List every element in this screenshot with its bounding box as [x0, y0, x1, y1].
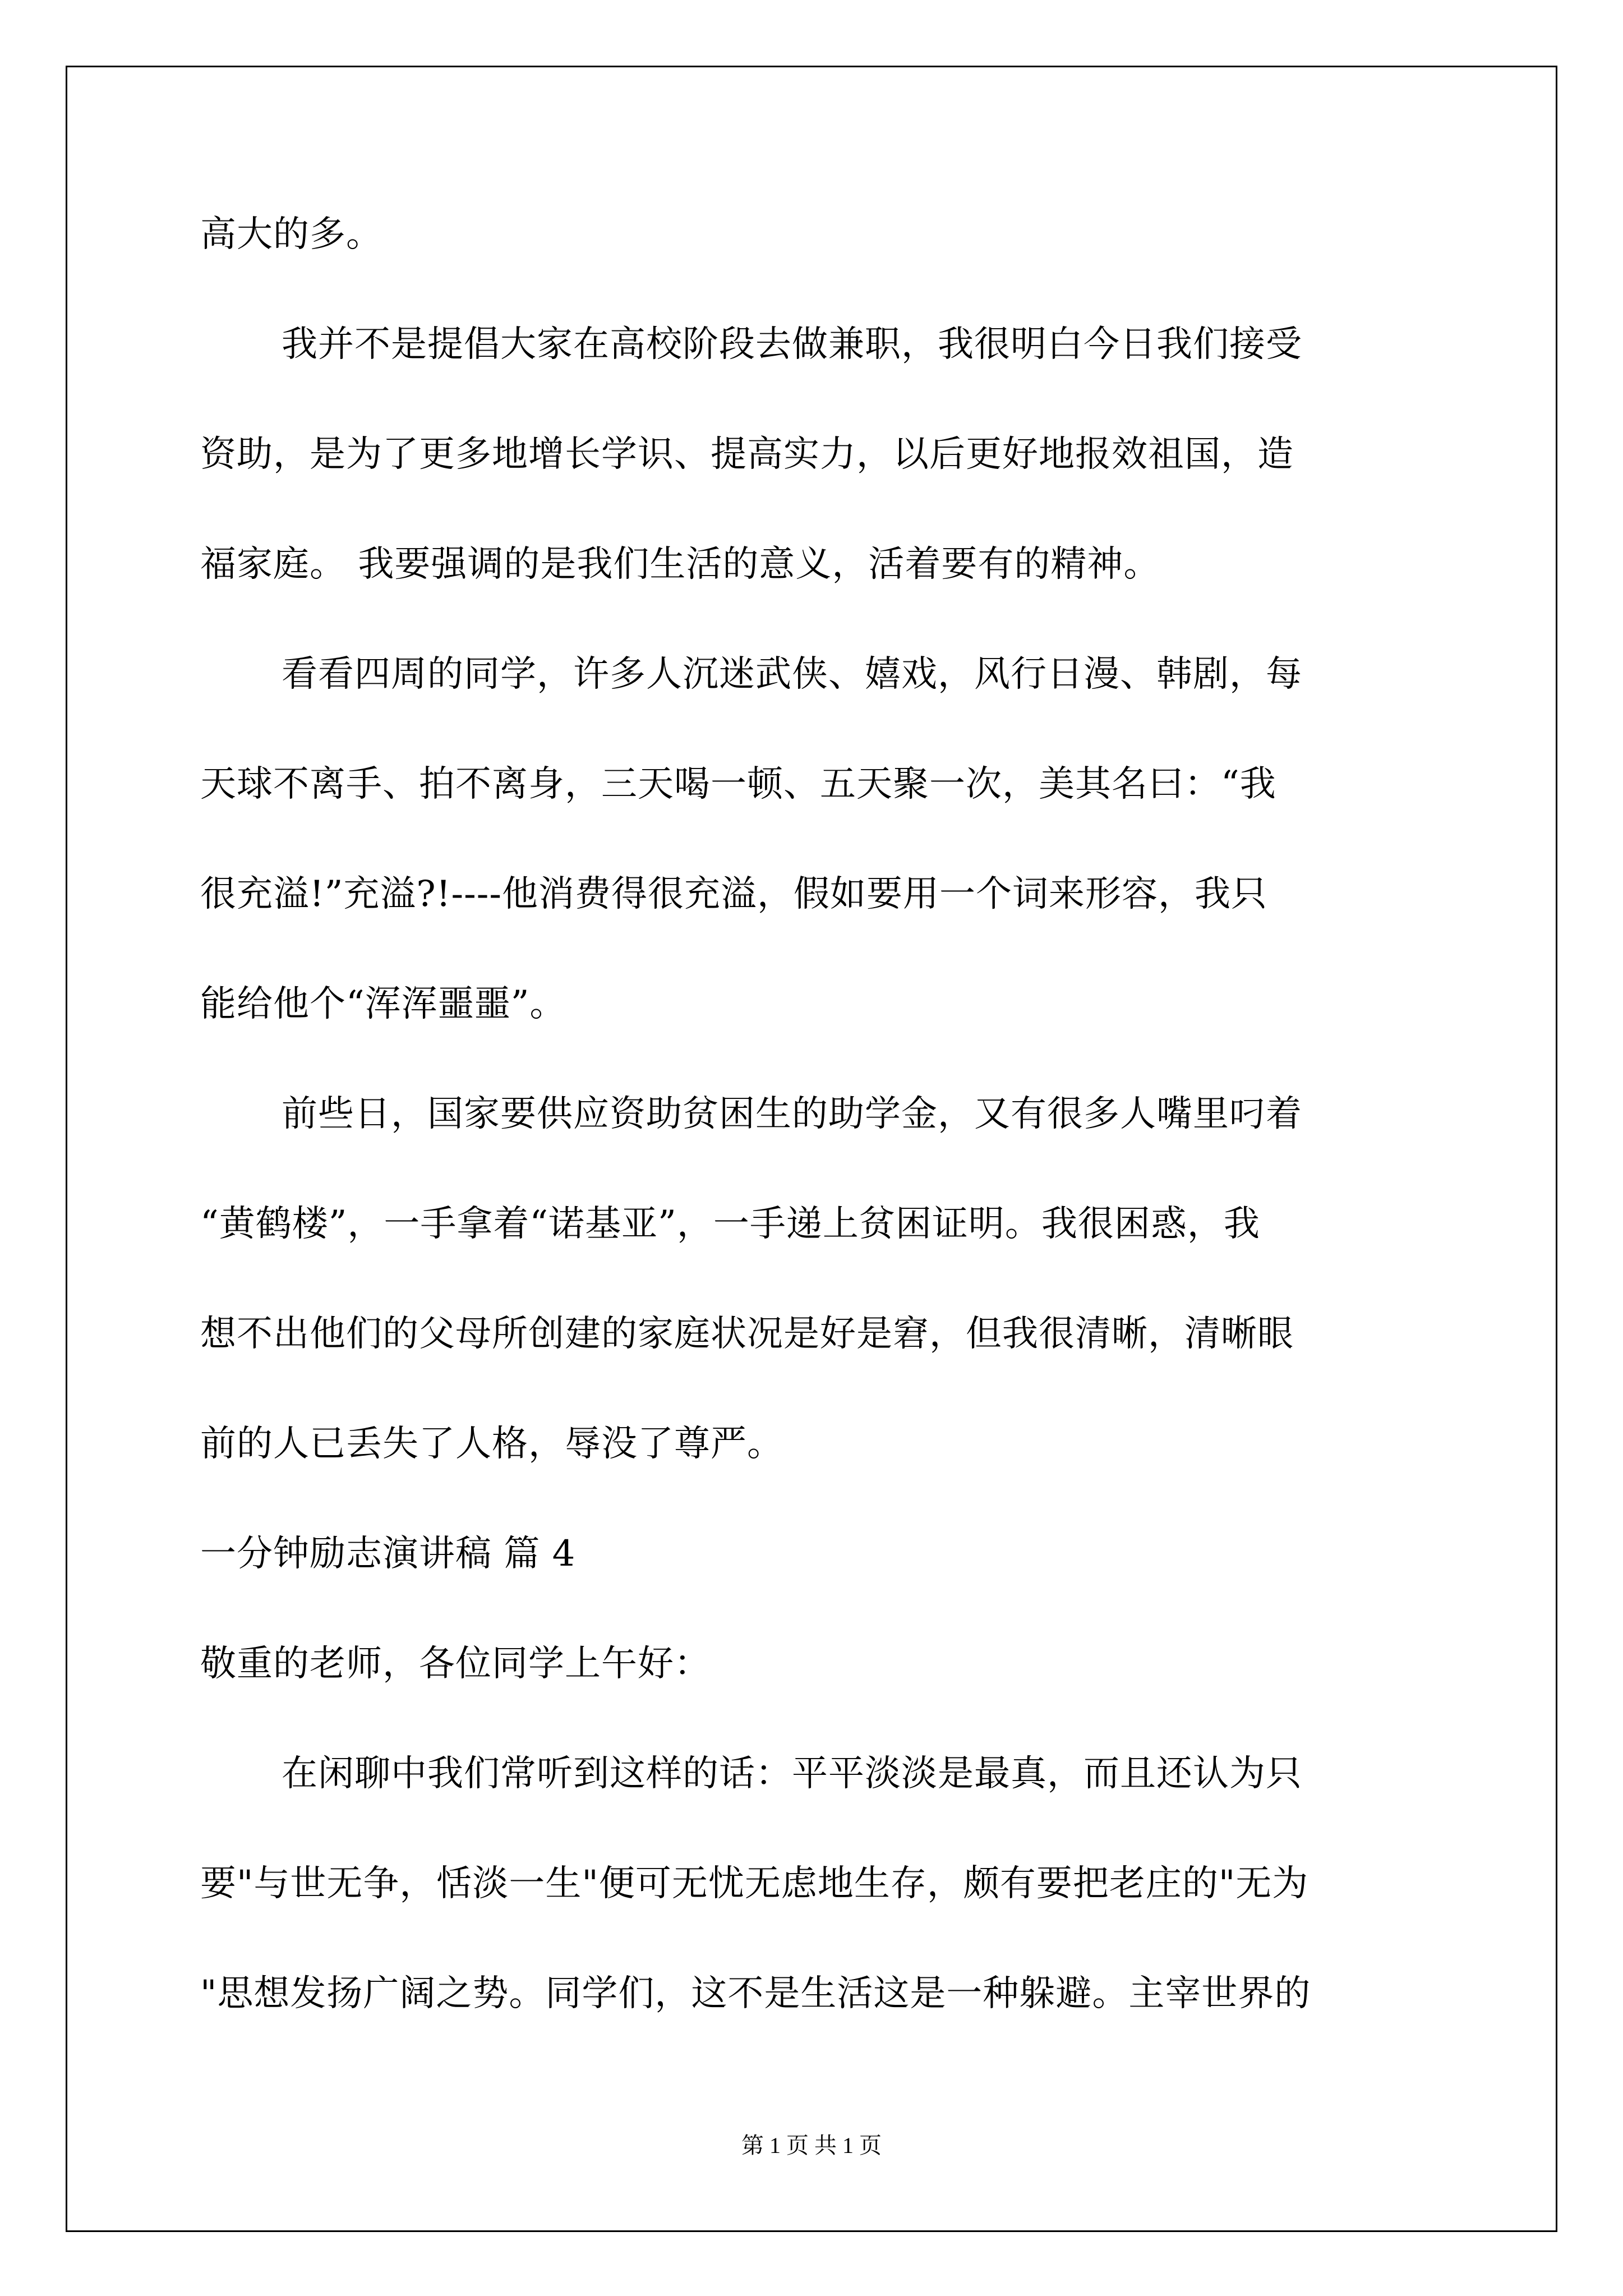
section-heading: 一分钟励志演讲稿 篇 4	[200, 1533, 576, 1575]
paragraph-2-line-3: 很充溢!”充溢?!----他消费得很充溢，假如要用一个词来形容，我只	[200, 873, 1267, 915]
paragraph-3-line-3: 想不出他们的父母所创建的家庭状况是好是窘，但我很清晰，清晰眼	[200, 1313, 1294, 1355]
paragraph-1-line-1: 我并不是提倡大家在高校阶段去做兼职，我很明白今日我们接受	[282, 324, 1302, 365]
paragraph-1-line-2: 资助，是为了更多地增长学识、提高实力，以后更好地报效祖国，造	[200, 434, 1294, 475]
paragraph-4-line-2: 要"与世无争，恬淡一生"便可无忧无虑地生存，颇有要把老庄的"无为	[200, 1863, 1309, 1904]
paragraph-3-line-2: “黄鹤楼”，一手拿着“诺基亚”，一手递上贫困证明。我很困惑，我	[200, 1203, 1260, 1245]
paragraph-3-line-4: 前的人已丢失了人格，辱没了尊严。	[200, 1423, 783, 1465]
paragraph-1-line-3: 福家庭。 我要强调的是我们生活的意义，活着要有的精神。	[200, 544, 1160, 585]
text-line-1: 高大的多。	[200, 214, 382, 255]
paragraph-4-line-1: 在闲聊中我们常听到这样的话：平平淡淡是最真，而且还认为只	[282, 1753, 1302, 1795]
paragraph-4-line-3: "思想发扬广阔之势。同学们，这不是生活这是一种躲避。主宰世界的	[200, 1973, 1311, 2014]
page-footer: 第 1 页 共 1 页	[741, 2133, 882, 2158]
paragraph-2-line-2: 天球不离手、拍不离身，三天喝一顿、五天聚一次，美其名曰：“我	[200, 763, 1276, 805]
greeting-line: 敬重的老师，各位同学上午好：	[200, 1643, 711, 1685]
page-border	[66, 66, 1557, 2232]
paragraph-3-line-1: 前些日，国家要供应资助贫困生的助学金，又有很多人嘴里叼着	[282, 1093, 1302, 1135]
paragraph-2-line-1: 看看四周的同学，许多人沉迷武侠、嬉戏，风行日漫、韩剧，每	[282, 654, 1302, 695]
paragraph-2-line-4: 能给他个“浑浑噩噩”。	[200, 983, 566, 1025]
